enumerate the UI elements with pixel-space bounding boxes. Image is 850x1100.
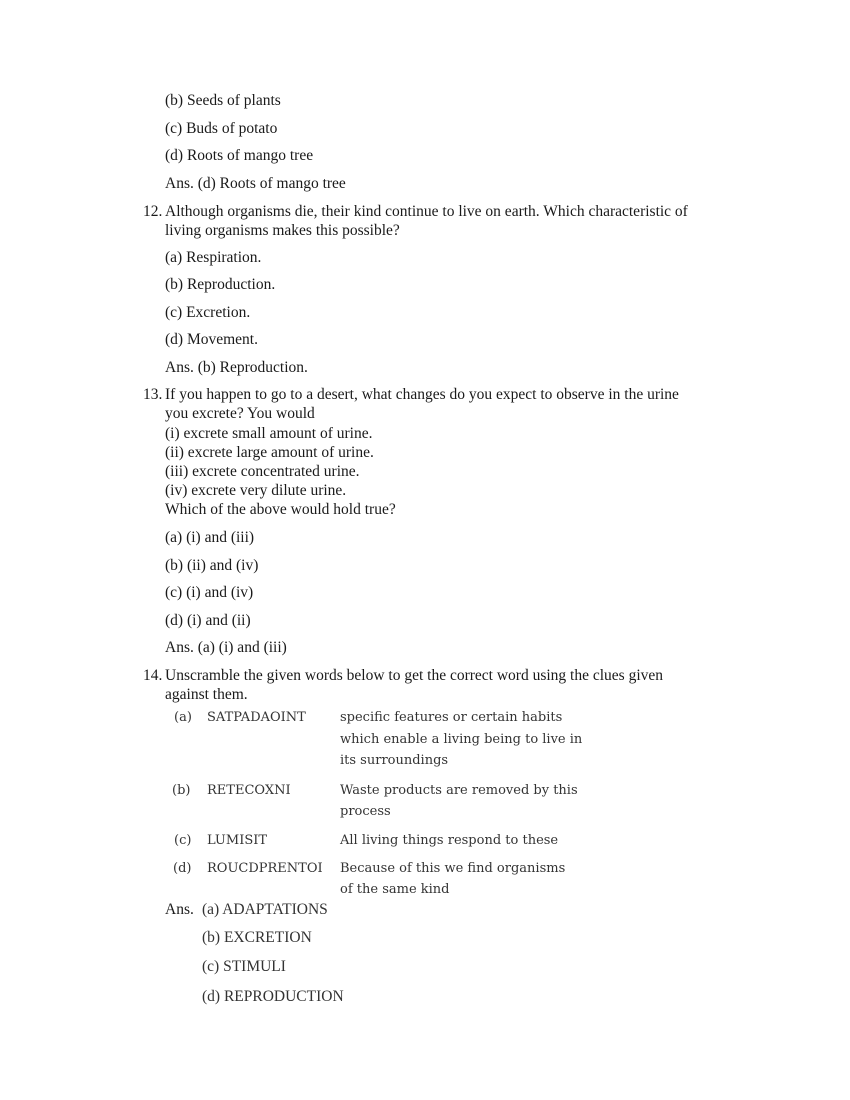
q14-question-line: Unscramble the given words below to get the correct word using the clues given (165, 667, 664, 684)
q12-question-line: living organisms makes this possible? (165, 222, 400, 239)
clue-line: process (340, 804, 391, 819)
q12-option-d: (d) Movement. (165, 331, 258, 348)
row-label: (a) (174, 710, 192, 725)
q12-number: 12. (143, 203, 163, 220)
q13-option-b: (b) (ii) and (iv) (165, 557, 259, 574)
scrambled-word: SATPADAOINT (207, 710, 306, 725)
row-label: (c) (174, 833, 192, 848)
q12-option-c: (c) Excretion. (165, 304, 251, 321)
q14-answer-a: (a) ADAPTATIONS (202, 901, 328, 918)
q14-answer-d: (d) REPRODUCTION (202, 988, 344, 1005)
q12-option-a: (a) Respiration. (165, 249, 262, 266)
q13-statement-iii: (iii) excrete concentrated urine. (165, 463, 360, 480)
clue-line: specific features or certain habits (340, 710, 563, 725)
q14-question-line: against them. (165, 686, 248, 703)
q13-statement-i: (i) excrete small amount of urine. (165, 425, 373, 442)
clue-line: Because of this we find organisms (340, 861, 566, 876)
q11-option-d: (d) Roots of mango tree (165, 147, 314, 164)
scrambled-word: LUMISIT (207, 833, 268, 848)
q13-option-c: (c) (i) and (iv) (165, 584, 254, 601)
clue-line: All living things respond to these (340, 833, 559, 848)
row-label: (d) (173, 861, 192, 876)
q13-option-d: (d) (i) and (ii) (165, 612, 251, 629)
clue-line: which enable a living being to live in (340, 732, 583, 747)
q11-answer: Ans. (d) Roots of mango tree (165, 175, 346, 192)
q11-option-b: (b) Seeds of plants (165, 92, 281, 109)
q12-answer: Ans. (b) Reproduction. (165, 359, 308, 376)
q13-question-line: you excrete? You would (165, 405, 315, 422)
q13-question-line: Which of the above would hold true? (165, 501, 396, 518)
q12-option-b: (b) Reproduction. (165, 276, 276, 293)
q13-option-a: (a) (i) and (iii) (165, 529, 255, 546)
q13-number: 13. (143, 386, 163, 403)
q13-statement-ii: (ii) excrete large amount of urine. (165, 444, 374, 461)
scrambled-word: RETECOXNI (207, 783, 291, 798)
q13-question-line: If you happen to go to a desert, what changes do you expect to observe in the urine (165, 386, 679, 403)
scrambled-word: ROUCDPRENTOI (207, 861, 323, 876)
q11-option-c: (c) Buds of potato (165, 120, 278, 137)
q12-question-line: Although organisms die, their kind continue to live on earth. Which characteristic of (165, 203, 688, 220)
clue-line: Waste products are removed by this (340, 783, 578, 798)
clue-line: of the same kind (340, 882, 450, 897)
q14-answer-prefix: Ans. (165, 901, 194, 918)
q13-statement-iv: (iv) excrete very dilute urine. (165, 482, 347, 499)
clue-line: its surroundings (340, 753, 449, 768)
row-label: (b) (172, 783, 191, 798)
q14-answer-b: (b) EXCRETION (202, 929, 312, 946)
q14-number: 14. (143, 667, 163, 684)
q14-answer-c: (c) STIMULI (202, 958, 286, 975)
q13-answer: Ans. (a) (i) and (iii) (165, 639, 287, 656)
